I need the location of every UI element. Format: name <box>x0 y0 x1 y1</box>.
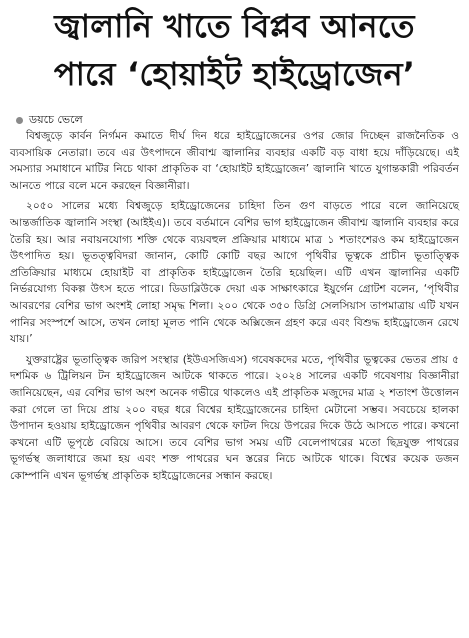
headline-line-2: পারে ‘হোয়াইট হাইড্রোজেন’ <box>53 55 416 93</box>
byline-source: ডয়চে ভেলে <box>29 113 83 126</box>
article-paragraph-3: যুক্তরাষ্ট্রের ভূতাত্ত্বিক জরিপ সংস্থার (ইউএসজিএস) গবেষকদের মতে, পৃথিবীর ভূত্বকের ভেতর প্রায় ৫ দশমিক ৬ ট্রিলিয়ন টন হাইড্রোজেন আটকে থাকতে পারে। ২০২৪ সালের একটি গবেষণায় বিজ্ঞানীরা জানিয়েছেন, এর বেশির ভাগ অংশ অনেক গভীরে থাকলেও এই প্রাকৃতিক মজুদের মাত্র ২ শতাংশ উত্তোলন করা গেলে তা দিয়ে প্রায় ২০০ বছর ধরে বিশ্বের হাইড্রোজেনের চাহিদা মেটানো সম্ভব। সবচেয়ে হালকা উপাদান হওয়ায় হাইড্রোজেন পৃথিবীর আবরণ থেকে ফাটল দিয়ে উপরের দিকে উঠে আসতে পারে। কখনো কখনো এটি ভূপৃষ্ঠে বেরিয়ে আসে। তবে বেশির ভাগ সময় এটি বেলেপাথরের মতো ছিদ্রযুক্ত পাথরের ভূগর্ভস্থ জলাধারে জমা হয় এবং শক্ত পাথরের ঘন স্তরের নিচে আটকে থাকে। বিশ্বের কয়েক ডজন কোম্পানি এখন ভূগর্ভস্থ প্রাকৃতিক হাইড্রোজেনের সন্ধান করছে। <box>10 353 459 482</box>
article-paragraph-2: ২০৫০ সালের মধ্যে বিশ্বজুড়ে হাইড্রোজেনের চাহিদা তিন গুণ বাড়তে পারে বলে জানিয়েছে আন্তর্জাতিক জ্বালানি সংস্থা (আইইএ)। তবে বর্তমানে বেশির ভাগ হাইড্রোজেন জীবাশ্ম জ্বালানি ব্যবহার করে তৈরি হয়। আর নবায়নযোগ্য শক্তি থেকে ব্যয়বহুল প্রক্রিয়ার মাধ্যমে মাত্র ১ শতাংশেরও কম হাইড্রোজেন উৎপাদিত হয়। ভূতত্ত্ববিদরা জানান, কোটি কোটি বছর আগে পৃথিবীর ভূত্বকে প্রাচীন ভূতাত্ত্বিক প্রতিক্রিয়ার মাধ্যমে হোয়াইট বা প্রাকৃতিক হাইড্রোজেন তৈরি হয়েছিল। এটি এখন জ্বালানির একটি নির্ভরযোগ্য বিকল্প উৎস হতে পারে। ডিডাব্লিউকে দেয়া এক সাক্ষাৎকারে ইয়ুর্গেন গ্রোটশ বলেন, ‘পৃথিবীর আবরণের বেশির ভাগ অংশই লোহা সমৃদ্ধ শিলা। ২০০ থেকে ৩৫০ ডিগ্রি সেলসিয়াস তাপমাত্রায় এটি যখন পানির সংস্পর্শে আসে, তখন লোহা মূলত পানি থেকে অক্সিজেন গ্রহণ করে এবং বিশুদ্ধ হাইড্রোজেন রেখে যায়।’ <box>10 200 459 346</box>
headline-line-1: জ্বালানি খাতে বিপ্লব আনতে <box>54 7 415 45</box>
article-body <box>10 128 459 488</box>
bullet-icon <box>16 117 23 124</box>
byline <box>16 113 83 127</box>
article-paragraph-1: বিশ্বজুড়ে কার্বন নির্গমন কমাতে দীর্ঘ দিন ধরে হাইড্রোজেনের ওপর জোর দিচ্ছেন রাজনৈতিক ও ব্যবসায়িক নেতারা। তবে এর উৎপাদনে জীবাশ্ম জ্বালানির ব্যবহার একটি বড় বাধা হয়ে দাঁড়িয়েছে। এই সমস্যার সমাধানে মাটির নিচে থাকা প্রাকৃতিক বা ‘হোয়াইট হাইড্রোজেন’ জ্বালানি খাতে যুগান্তকারী পরিবর্তন আনতে পারে বলে মনে করছেন বিজ্ঞানীরা। <box>10 130 459 192</box>
